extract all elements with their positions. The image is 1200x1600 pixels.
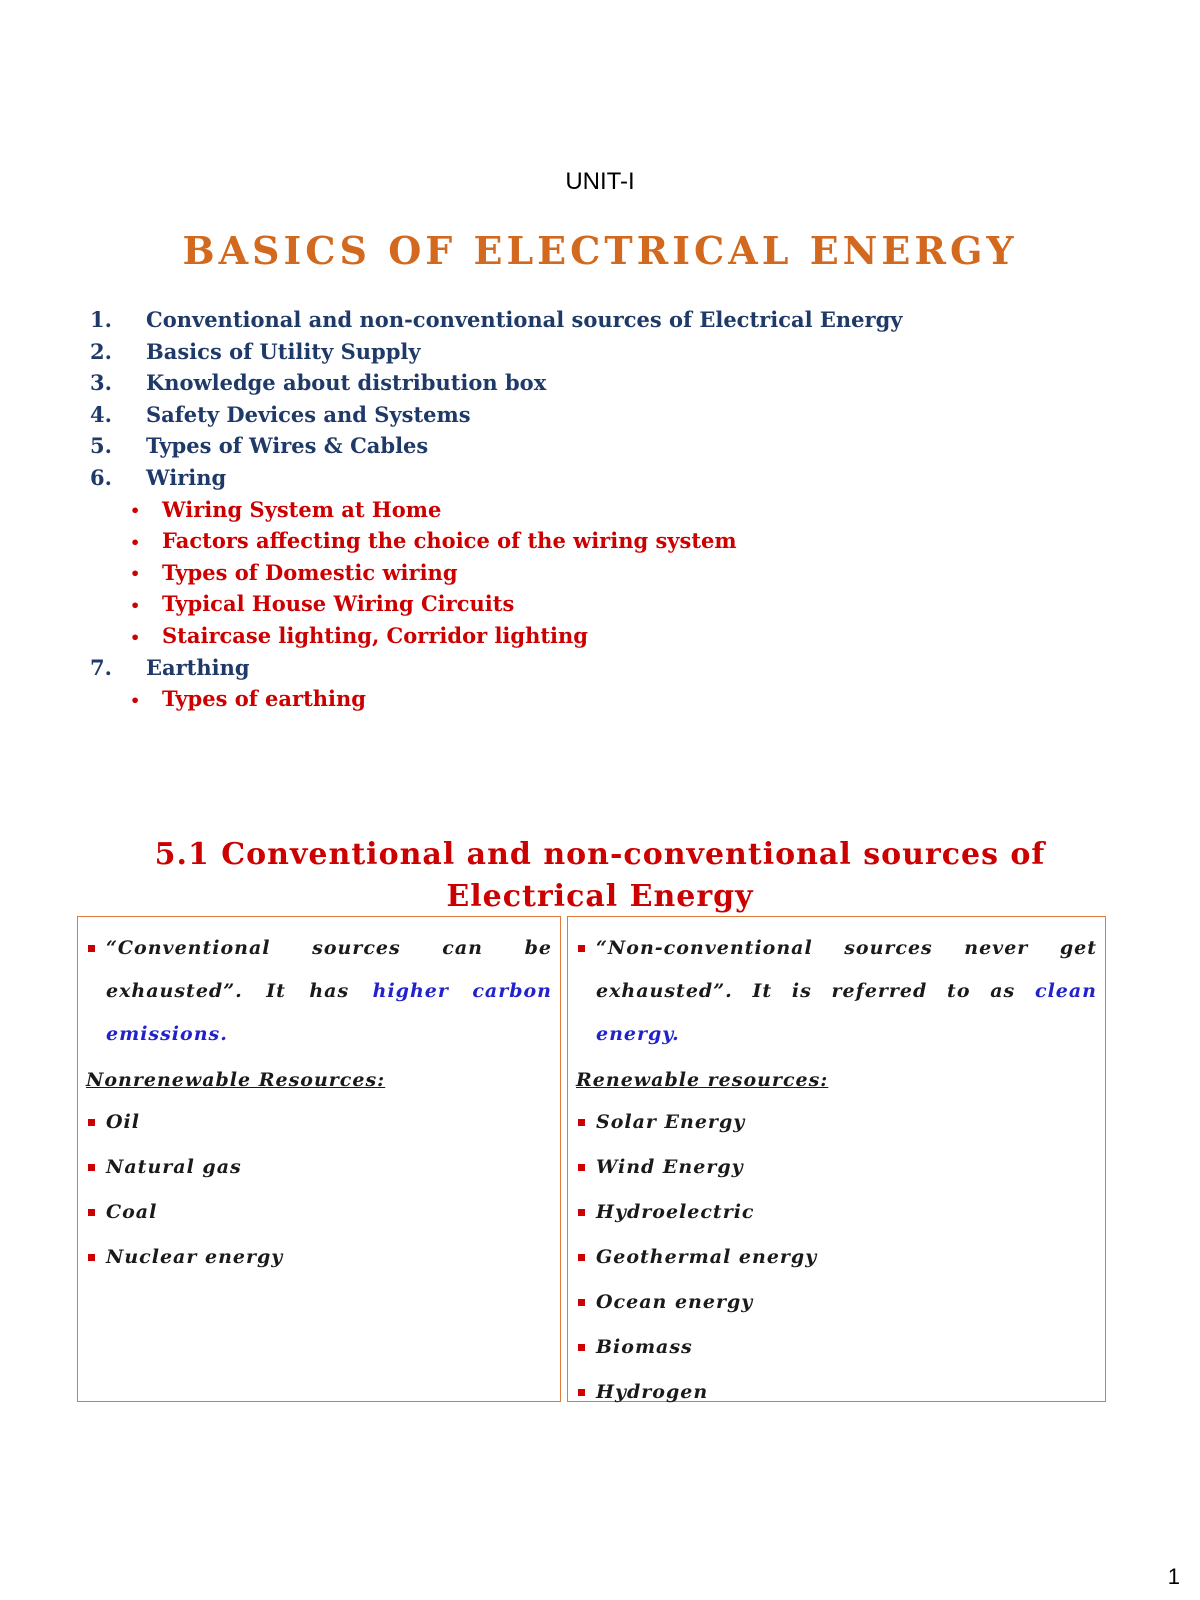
nonrenewable-heading: Nonrenewable Resources: xyxy=(86,1069,386,1091)
non-conventional-definition xyxy=(576,927,1097,1056)
square-bullet-icon xyxy=(578,945,585,952)
toc-number: 1. xyxy=(90,307,112,332)
list-item xyxy=(576,1145,1097,1190)
conventional-sources-box xyxy=(77,916,561,1402)
square-bullet-icon xyxy=(578,1209,585,1216)
list-item xyxy=(576,1100,1097,1145)
list-item xyxy=(576,1235,1097,1280)
square-bullet-icon xyxy=(578,1119,585,1126)
toc-number: 3. xyxy=(90,370,112,396)
toc-subitem xyxy=(90,557,1130,589)
list-item xyxy=(86,1145,552,1190)
bullet-icon: • xyxy=(130,564,141,584)
square-bullet-icon xyxy=(578,1389,585,1396)
list-item-label: Geothermal energy xyxy=(596,1246,818,1268)
section-title-line-2: Electrical Energy xyxy=(446,879,754,914)
page-title: BASICS OF ELECTRICAL ENERGY xyxy=(182,228,1018,273)
toc-subitem-label: Types of earthing xyxy=(162,686,366,712)
definition-highlight: clean energy. xyxy=(596,980,1097,1045)
definition-highlight: higher carbon emissions. xyxy=(106,980,552,1045)
unit-label: UNIT-I xyxy=(565,168,635,195)
section-title xyxy=(0,834,1200,918)
list-item-label: Natural gas xyxy=(106,1156,242,1178)
toc-label: Wiring xyxy=(146,464,227,490)
list-item xyxy=(576,1280,1097,1325)
square-bullet-icon xyxy=(88,1254,95,1261)
toc-label: Knowledge about distribution box xyxy=(146,370,547,396)
section-title-line-1: 5.1 Conventional and non-conventional sources of xyxy=(154,837,1046,872)
toc-item-2 xyxy=(90,336,1130,368)
definition-text: “Conventional sources can be exhausted”. It has xyxy=(106,937,552,1002)
square-bullet-icon xyxy=(88,1119,95,1126)
toc-subitem-label: Typical House Wiring Circuits xyxy=(162,591,515,617)
toc-subitem-label: Staircase lighting, Corridor lighting xyxy=(162,622,588,648)
toc-subitem-label: Types of Domestic wiring xyxy=(162,559,458,585)
toc-item-3 xyxy=(90,367,1130,399)
list-item-label: Biomass xyxy=(596,1336,693,1358)
toc-subitem-label: Wiring System at Home xyxy=(162,496,442,522)
toc-label: Earthing xyxy=(146,654,250,680)
bullet-icon: • xyxy=(130,596,141,616)
toc-number: 5. xyxy=(90,433,112,459)
toc-label: Types of Wires & Cables xyxy=(146,433,429,459)
list-item-label: Oil xyxy=(106,1111,140,1133)
list-item xyxy=(576,1370,1097,1415)
toc-item-4 xyxy=(90,399,1130,431)
list-item xyxy=(576,1325,1097,1370)
list-item-label: Hydroelectric xyxy=(596,1201,755,1223)
list-item xyxy=(86,1190,552,1235)
toc-label: Conventional and non-conventional sources of Electrical Energy xyxy=(146,307,903,332)
toc-subitem xyxy=(90,588,1130,620)
list-item xyxy=(86,1235,552,1280)
list-item-label: Wind Energy xyxy=(596,1156,744,1178)
square-bullet-icon xyxy=(88,1209,95,1216)
toc-item-5 xyxy=(90,430,1130,462)
renewable-heading: Renewable resources: xyxy=(576,1069,829,1091)
square-bullet-icon xyxy=(578,1254,585,1261)
toc-number: 7. xyxy=(90,654,112,680)
toc-subitem-label: Factors affecting the choice of the wiring system xyxy=(162,528,737,554)
page-number: 1 xyxy=(1167,1564,1180,1589)
list-item-label: Coal xyxy=(106,1201,158,1223)
toc-item-7 xyxy=(90,652,1130,684)
toc-subitem xyxy=(90,683,1130,715)
square-bullet-icon xyxy=(578,1299,585,1306)
square-bullet-icon xyxy=(578,1164,585,1171)
list-item xyxy=(86,1100,552,1145)
bullet-icon: • xyxy=(130,532,141,552)
square-bullet-icon xyxy=(88,945,95,952)
conventional-definition xyxy=(86,927,552,1056)
toc-subitem xyxy=(90,494,1130,526)
list-item-label: Nuclear energy xyxy=(106,1246,284,1268)
square-bullet-icon xyxy=(88,1164,95,1171)
toc-number: 2. xyxy=(90,338,112,364)
non-conventional-sources-box xyxy=(567,916,1106,1402)
list-item xyxy=(576,1190,1097,1235)
toc-number: 4. xyxy=(90,401,112,427)
square-bullet-icon xyxy=(578,1344,585,1351)
toc-label: Safety Devices and Systems xyxy=(146,401,471,427)
toc-subitem xyxy=(90,525,1130,557)
list-item-label: Solar Energy xyxy=(596,1111,746,1133)
toc-item-1 xyxy=(90,304,1130,336)
toc-label: Basics of Utility Supply xyxy=(146,338,421,364)
bullet-icon: • xyxy=(130,690,141,710)
bullet-icon: • xyxy=(130,627,141,647)
list-item-label: Hydrogen xyxy=(596,1381,709,1403)
toc-subitem xyxy=(90,620,1130,652)
toc-number: 6. xyxy=(90,464,112,490)
toc-item-6 xyxy=(90,462,1130,494)
table-of-contents xyxy=(90,304,1130,715)
list-item-label: Ocean energy xyxy=(596,1291,754,1313)
definition-text: “Non-conventional sources never get exhausted”. It is referred to as xyxy=(596,937,1097,1002)
bullet-icon: • xyxy=(130,501,141,521)
